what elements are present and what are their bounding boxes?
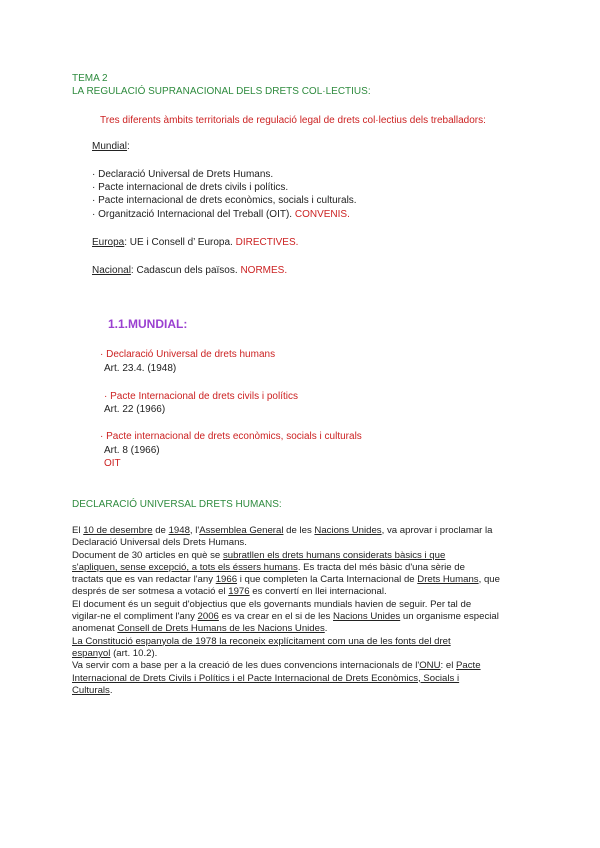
text: (art. 10.2). <box>110 647 158 659</box>
underlined-text: s'apliquen, sense excepció, a tots els éssers humans <box>72 561 298 573</box>
topic-number: TEMA 2 <box>72 73 108 84</box>
pacte-link[interactable]: Internacional de Drets Civils i Polítics i el Pacte Internacional de Drets Econòmics, Socials i <box>72 672 460 684</box>
text: un organisme especial <box>400 611 499 623</box>
nacional-text: : Cadascun dels països. <box>130 265 241 276</box>
entry-detail: Art. 23.4. (1948) <box>104 363 177 374</box>
mundial-item: · Pacte internacional de drets econòmics, socials i culturals. <box>92 195 357 206</box>
mundial-item-oit <box>92 208 350 221</box>
text: , que <box>478 574 500 586</box>
text: El <box>72 525 84 536</box>
nacional-line <box>92 264 287 277</box>
mundial-item-text: · Organització Internacional del Treball (OIT). <box>92 209 295 220</box>
underlined-text: La Constitució espanyola de 1978 la reconeix explícitament com una de les fonts del dret <box>72 635 451 647</box>
paragraph-line <box>72 648 518 660</box>
text: Document de 30 articles en què se <box>72 549 223 561</box>
entry-title: · Pacte Internacional de drets civils i polítics <box>104 391 298 402</box>
year-link[interactable]: 1948 <box>168 525 190 536</box>
paragraph-line <box>72 525 518 537</box>
text: de les <box>283 525 315 536</box>
text: de <box>152 525 169 536</box>
mundial-item: · Pacte internacional de drets civils i polítics. <box>92 182 289 193</box>
paragraph-line <box>72 586 518 598</box>
mundial-colon: : <box>127 141 130 152</box>
mundial-heading <box>92 140 130 153</box>
paragraph-line <box>72 574 518 586</box>
underlined-text: subratllen els drets humans considerats bàsics i que <box>222 549 446 561</box>
underlined-text: espanyol <box>72 647 111 659</box>
text: . Es tracta del més bàsic d'una sèrie de <box>297 561 465 573</box>
paragraph-line <box>72 685 518 697</box>
paragraph-line <box>72 636 518 648</box>
paragraph-line <box>72 673 518 685</box>
directives-label: DIRECTIVES. <box>235 237 299 248</box>
paragraph-line: Declaració Universal dels Drets Humans. <box>72 537 247 549</box>
text: després de ser sotmesa a votació el <box>72 586 229 598</box>
entry-detail: Art. 8 (1966) <box>104 445 160 456</box>
text: , l' <box>189 525 200 536</box>
mundial-item: · Declaració Universal de Drets Humans. <box>92 169 274 180</box>
nacional-label: Nacional <box>92 265 131 276</box>
text: es va crear en el si de les <box>218 611 334 623</box>
section-heading: 1.1.MUNDIAL: <box>108 317 188 331</box>
text: tractats que es van redactar l'any <box>72 574 216 586</box>
convenis-label: CONVENIS. <box>294 209 350 220</box>
un-link[interactable]: Nacions Unides <box>333 611 401 623</box>
europa-label: Europa <box>92 237 125 248</box>
text: vigilar-ne el compliment l'any <box>72 611 198 623</box>
europa-text: : UE i Consell d’ Europa. <box>124 237 236 248</box>
paragraph-line <box>72 550 518 562</box>
year-link[interactable]: 2006 <box>197 611 219 623</box>
paragraph-line <box>72 623 518 635</box>
human-rights-link[interactable]: Drets Humans <box>417 574 479 586</box>
pacte-link[interactable]: Pacte <box>456 660 481 672</box>
dudh-heading: DECLARACIÓ UNIVERSAL DRETS HUMANS: <box>72 499 282 510</box>
dudh-body <box>72 525 518 697</box>
paragraph-line: El document és un seguit d'objectius que els governants mundials havien de seguir. Per tal de <box>72 598 472 610</box>
un-link[interactable]: Nacions Unides <box>314 525 382 536</box>
text: . <box>324 623 328 635</box>
europa-line <box>92 236 298 249</box>
council-link[interactable]: Consell de Drets Humans de les Nacions Unides <box>117 623 325 635</box>
pacte-link[interactable]: Culturals <box>72 684 110 696</box>
paragraph-line <box>72 611 518 623</box>
date-link[interactable]: 10 de desembre <box>83 525 153 536</box>
text: Va servir com a base per a la creació de les dues convencions internacionals de l' <box>72 660 420 672</box>
entry-extra: OIT <box>104 458 121 469</box>
onu-link[interactable]: ONU <box>419 660 441 672</box>
year-link[interactable]: 1966 <box>215 574 238 586</box>
year-link[interactable]: 1976 <box>228 586 250 598</box>
text: anomenat <box>72 623 118 635</box>
entry-title: · Declaració Universal de drets humans <box>100 349 276 360</box>
normes-label: NORMES. <box>240 265 288 276</box>
text: , va aprovar i proclamar la <box>381 525 493 536</box>
intro-text: Tres diferents àmbits territorials de regulació legal de drets col·lectius dels treballadors: <box>100 115 486 126</box>
text: i que completen la Carta Internacional de <box>237 574 418 586</box>
mundial-label: Mundial <box>92 141 128 152</box>
text: : el <box>440 660 457 672</box>
text: . <box>109 684 113 696</box>
paragraph-line <box>72 562 518 574</box>
paragraph-line <box>72 660 518 672</box>
entry-title: · Pacte internacional de drets econòmics, socials i culturals <box>100 431 362 442</box>
entry-detail: Art. 22 (1966) <box>104 404 166 415</box>
text: es convertí en llei internacional. <box>249 586 387 598</box>
assembly-link[interactable]: Assemblea General <box>199 525 284 536</box>
topic-title: LA REGULACIÓ SUPRANACIONAL DELS DRETS COL·LECTIUS: <box>72 86 371 97</box>
